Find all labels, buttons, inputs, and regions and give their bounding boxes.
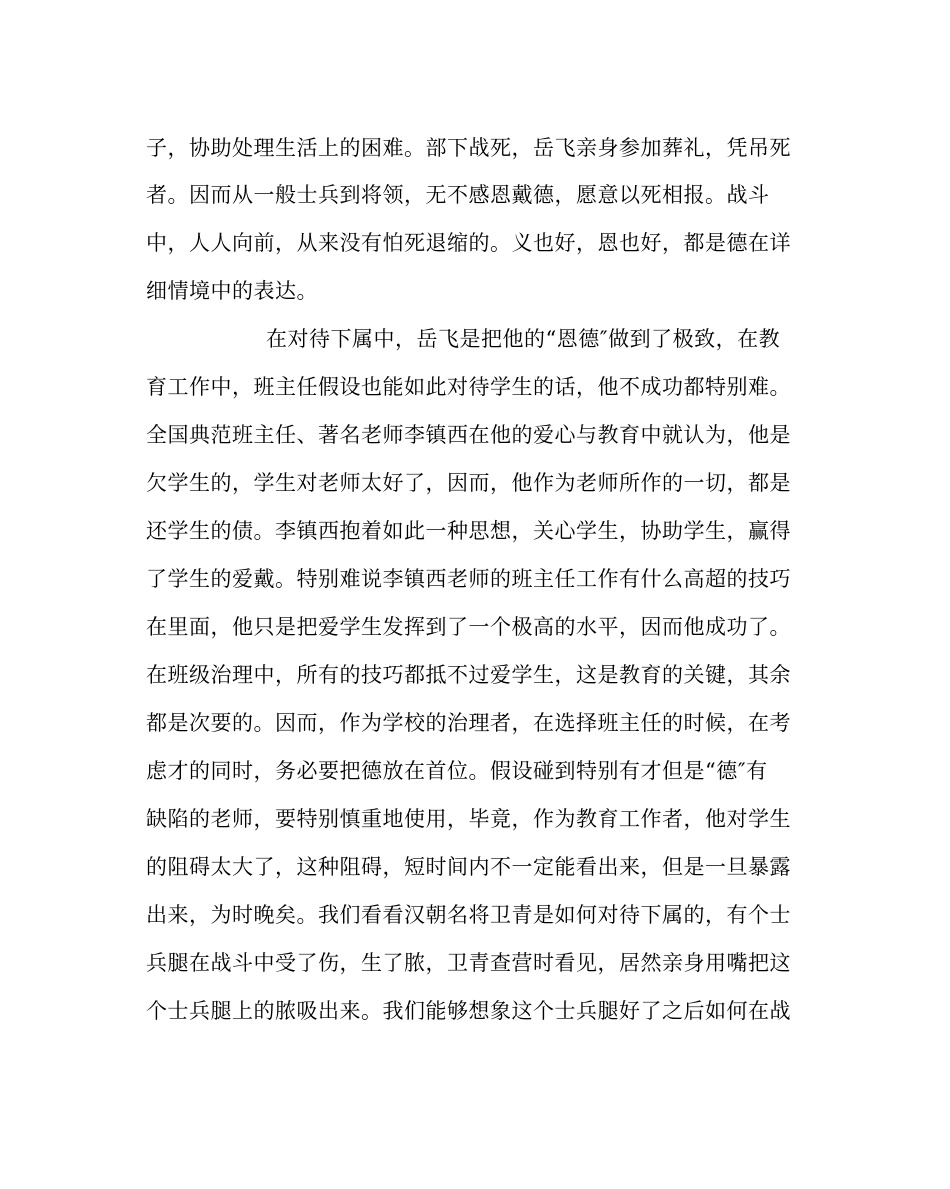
text-line: 虑才的同时，务必要把德放在首位。假设碰到特别有才但是“德″有 [146,759,768,783]
text-line: 的阻碍太大了，这种阻碍，短时间内不一定能看出来，但是一旦暴露 [146,855,791,879]
text-line: 中，人人向前，从来没有怕死退缩的。义也好，恩也好，都是德在详 [146,231,791,255]
text-line: 个士兵腿上的脓吸出来。我们能够想象这个士兵腿好了之后如何在战 [146,999,791,1023]
text-line: 欠学生的，学生对老师太好了，因而，他作为老师所作的一切，都是 [146,471,791,495]
text-line: 在班级治理中，所有的技巧都抵不过爱学生，这是教育的关键，其余 [146,663,791,687]
paragraph-first-line: 在对待下属中，岳飞是把他的“恩德″做到了极致，在教 [266,327,781,351]
text-line: 者。因而从一般士兵到将领，无不感恩戴德，愿意以死相报。战斗 [146,183,770,207]
text-line: 育工作中，班主任假设也能如此对待学生的话，他不成功都特别难。 [146,375,791,399]
text-line: 都是次要的。因而，作为学校的治理者，在选择班主任的时候，在考 [146,711,791,735]
text-line: 还学生的债。李镇西抱着如此一种思想，关心学生，协助学生，赢得 [146,519,791,543]
text-line: 缺陷的老师，要特别慎重地使用，毕竟，作为教育工作者，他对学生 [146,807,791,831]
text-line: 全国典范班主任、著名老师李镇西在他的爱心与教育中就认为，他是 [146,423,791,447]
text-line: 出来，为时晚矣。我们看看汉朝名将卫青是如何对待下属的，有个士 [146,903,791,927]
text-line: 了学生的爱戴。特别难说李镇西老师的班主任工作有什么高超的技巧 [146,567,791,591]
text-line: 兵腿在战斗中受了伤，生了脓，卫青查营时看见，居然亲身用嘴把这 [146,951,791,975]
text-line: 子，协助处理生活上的困难。部下战死，岳飞亲身参加葬礼，凭吊死 [146,136,791,160]
text-line: 在里面，他只是把爱学生发挥到了一个极高的水平，因而他成功了。 [146,615,791,639]
text-line: 细情境中的表达。 [146,279,318,303]
